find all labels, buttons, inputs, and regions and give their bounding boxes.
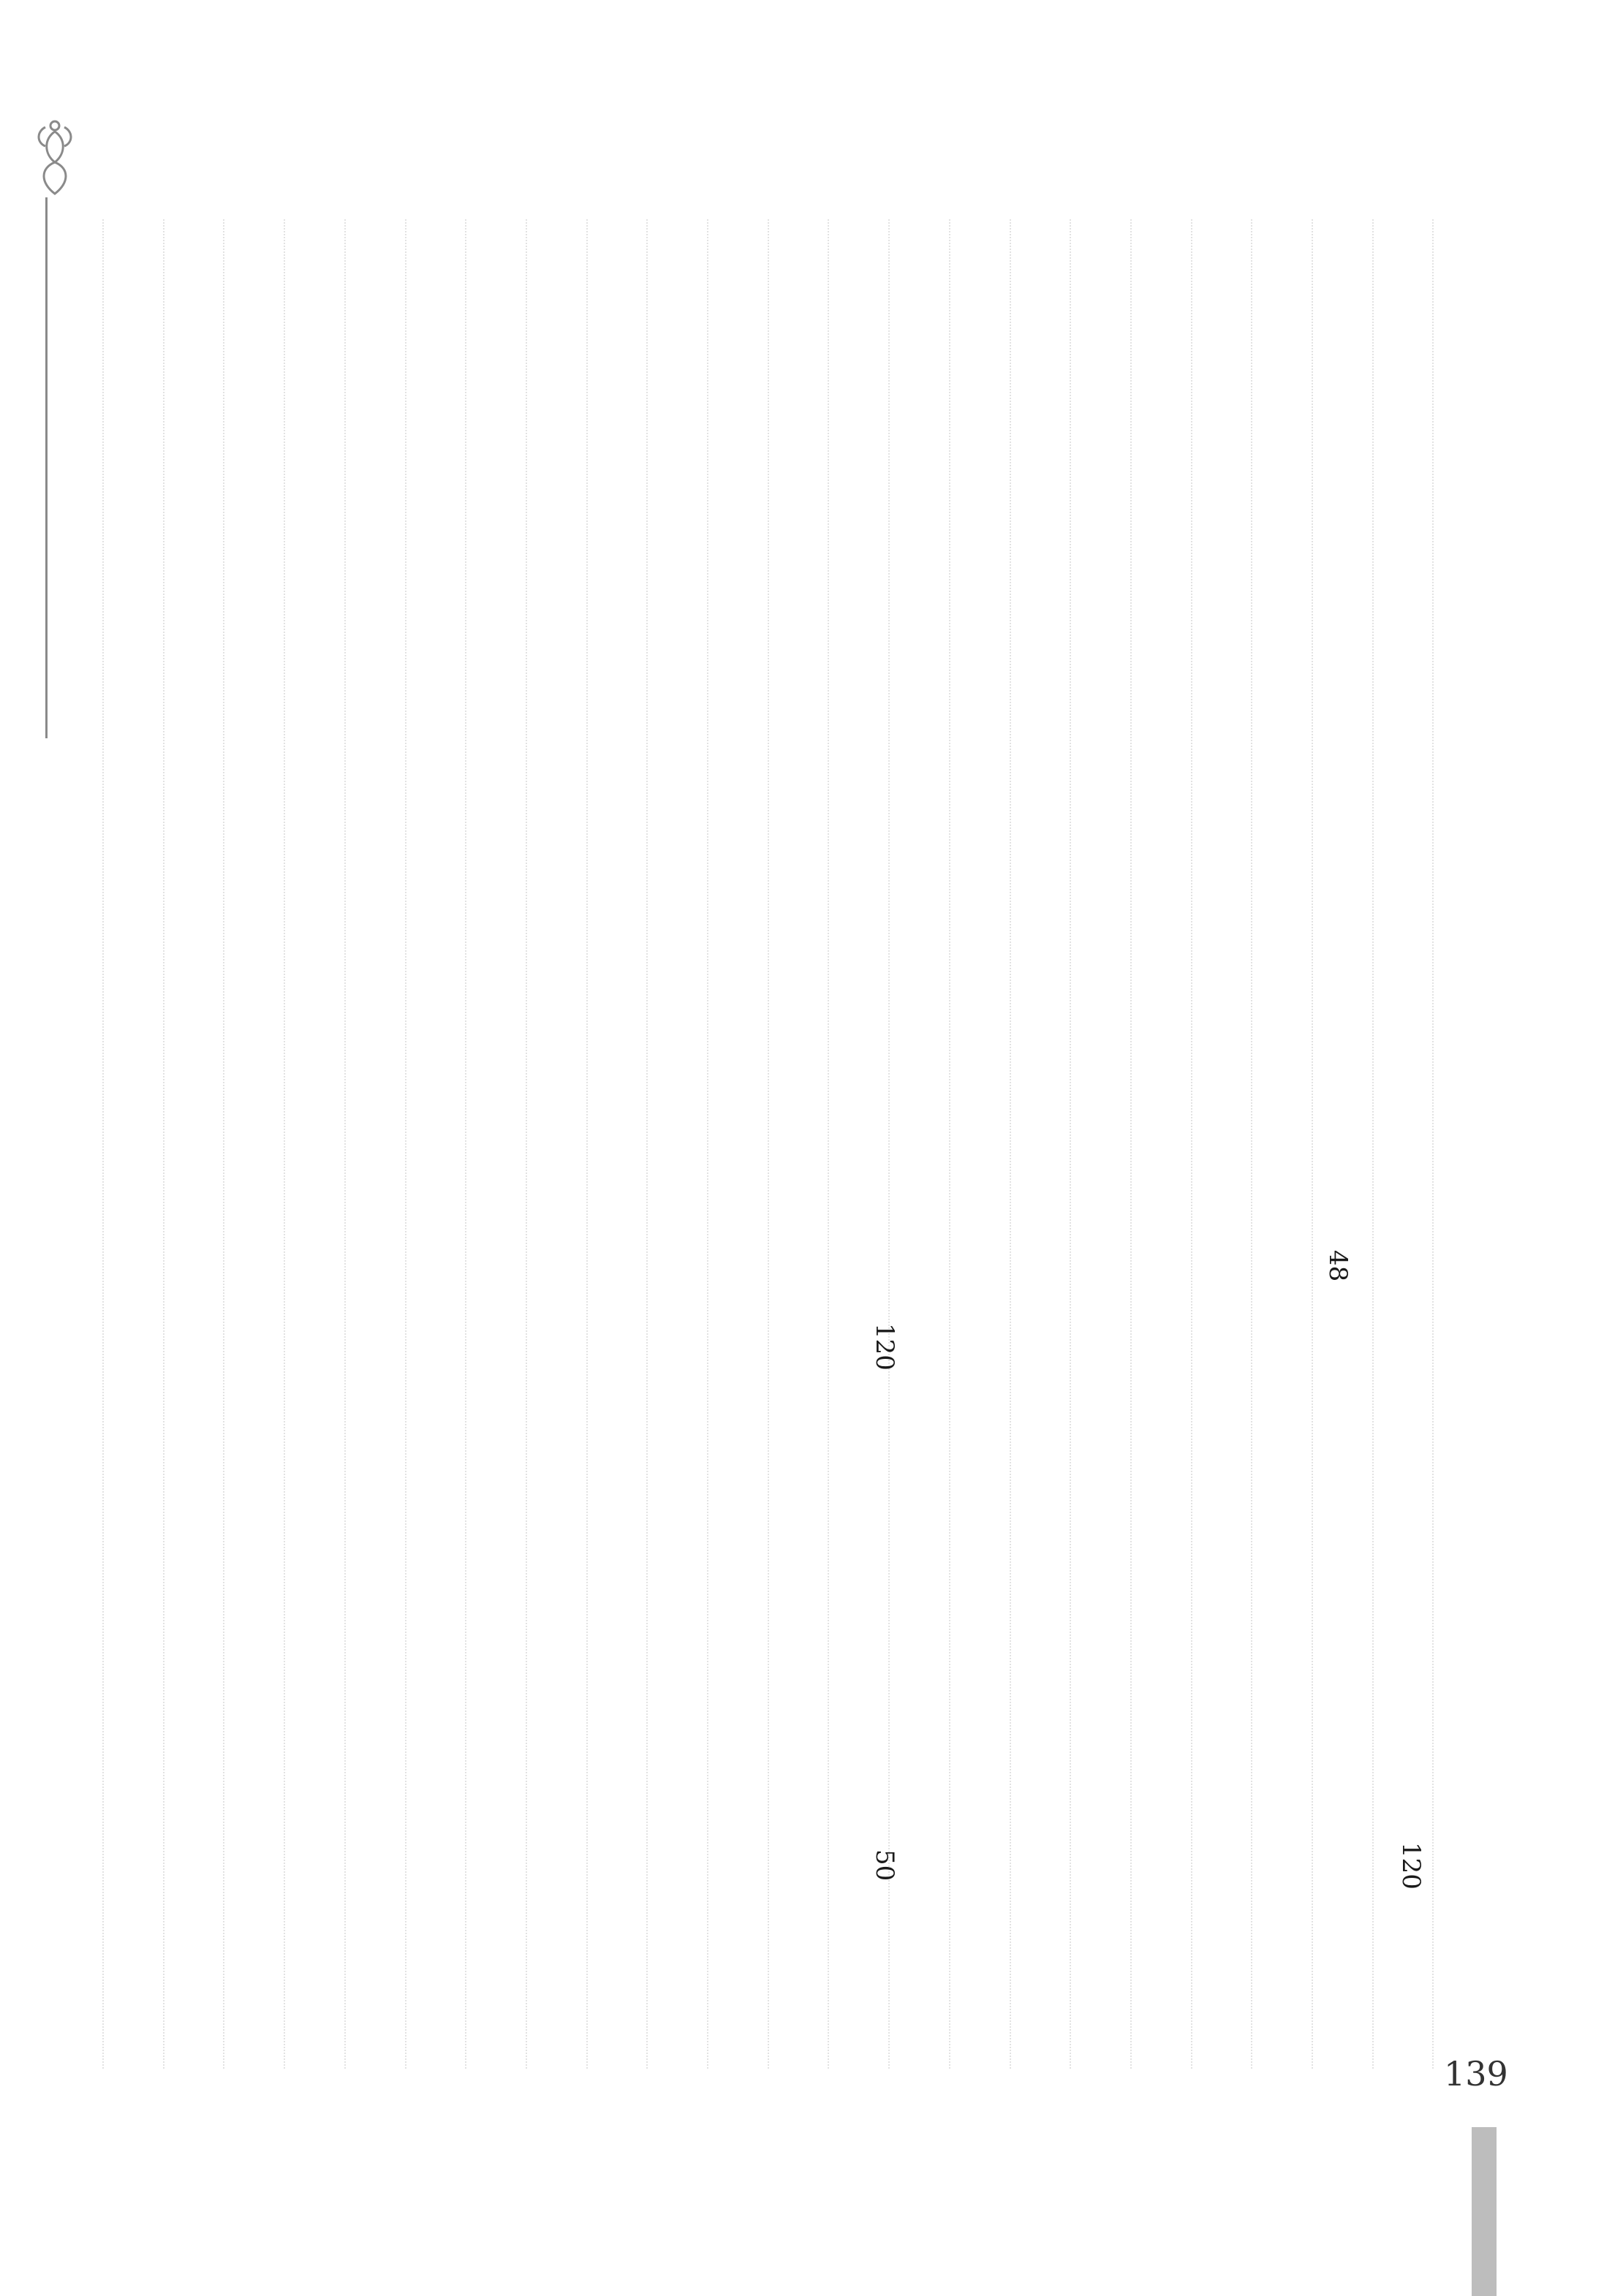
running-title (44, 746, 88, 1403)
inline-numeral: 48 (1323, 1250, 1352, 1282)
text-column (223, 219, 268, 2069)
text-column (163, 219, 208, 2069)
text-column (1251, 219, 1295, 2069)
body-text (102, 219, 1477, 2069)
text-column (465, 219, 510, 2069)
header-rule (45, 197, 48, 738)
text-column (949, 219, 994, 2069)
text-column (1070, 219, 1114, 2069)
text-column (102, 219, 147, 2069)
text-column (1130, 219, 1175, 2069)
text-column (1010, 219, 1054, 2069)
ornament-icon (29, 117, 80, 197)
text-column (1191, 219, 1236, 2069)
page-number: 139 (1444, 2054, 1508, 2094)
text-column (284, 219, 328, 2069)
text-column (586, 219, 631, 2069)
text-column (888, 219, 933, 2069)
text-column (526, 219, 570, 2069)
text-column (1432, 219, 1477, 2069)
text-column (646, 219, 691, 2069)
text-column (344, 219, 389, 2069)
text-column (1312, 219, 1356, 2069)
text-column (707, 219, 752, 2069)
side-tab (1472, 2127, 1497, 2296)
inline-numeral: 50 (870, 1849, 899, 1882)
text-column (1372, 219, 1417, 2069)
text-column (828, 219, 872, 2069)
inline-numeral: 120 (870, 1323, 899, 1371)
inline-numeral: 120 (1396, 1842, 1426, 1890)
text-column (768, 219, 812, 2069)
text-column (405, 219, 450, 2069)
